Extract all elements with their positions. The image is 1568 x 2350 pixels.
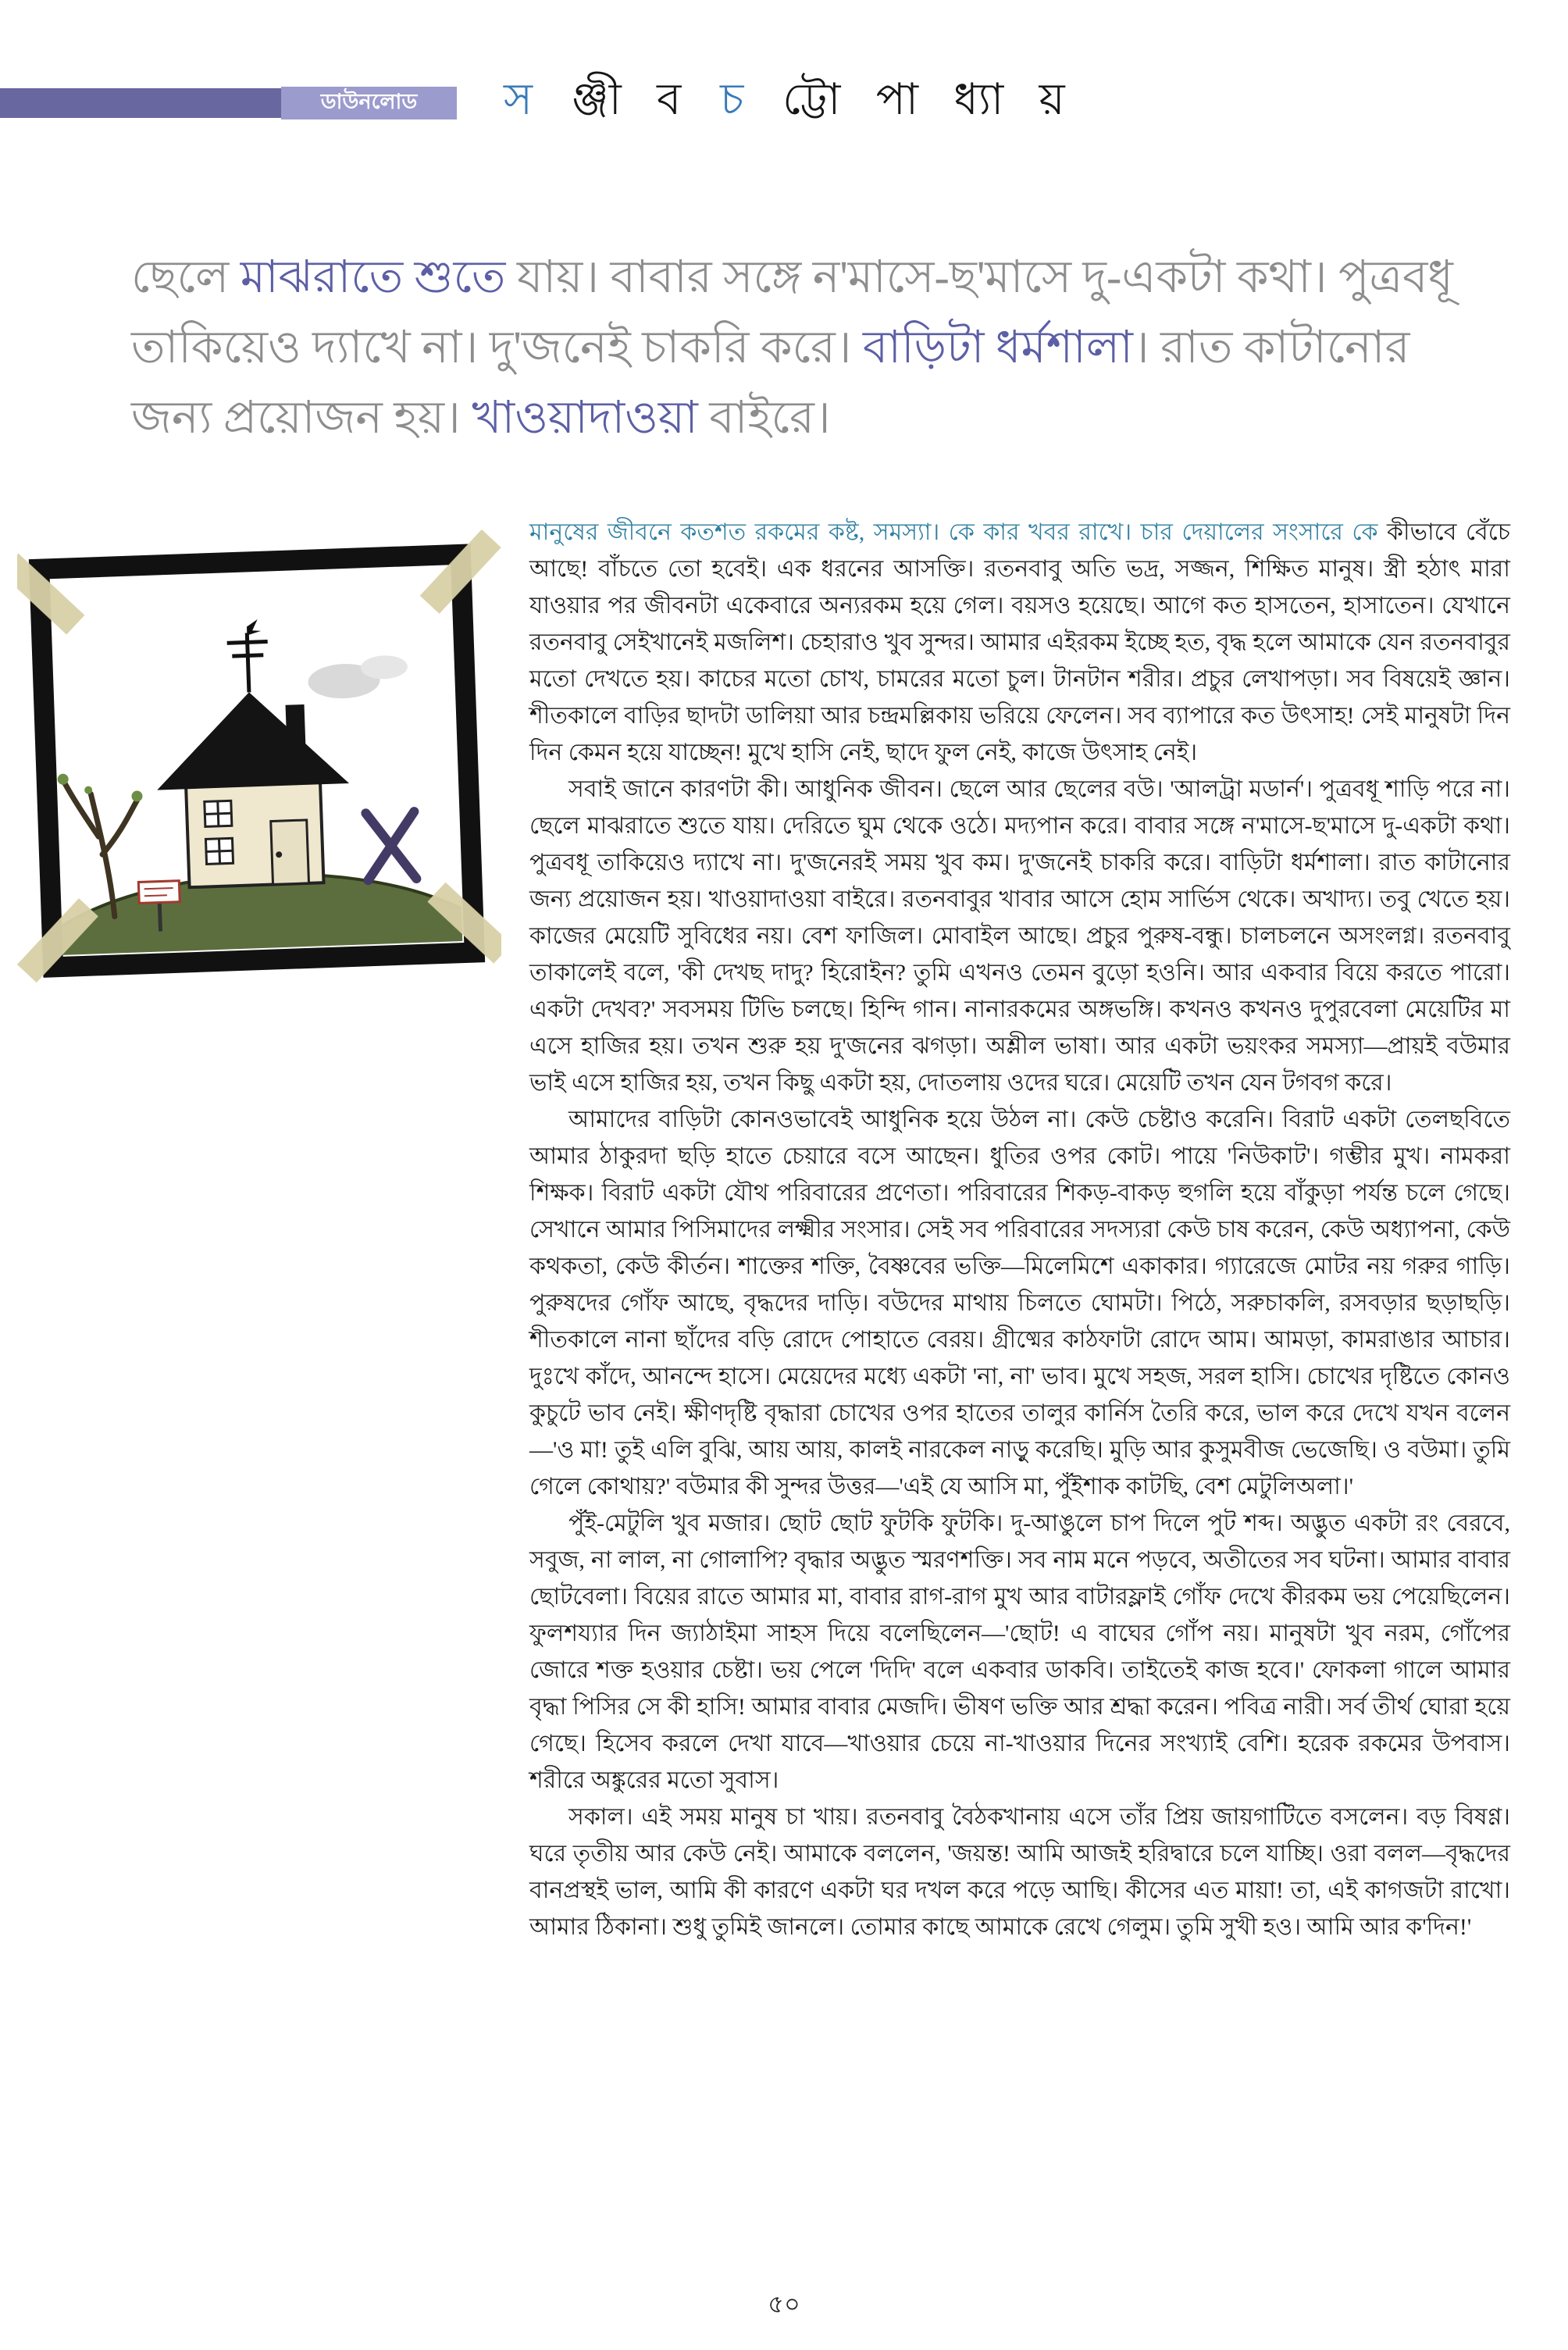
quote-segment-highlight: মাঝরাতে শুতে (240, 251, 506, 302)
author-part: স (504, 76, 545, 124)
author-part: চ (720, 76, 756, 124)
page-number: ৫০ (768, 2290, 800, 2318)
pull-quote (131, 242, 1484, 453)
lead-sentence: মানুষের জীবনে কতশত রকমের কষ্ট, সমস্যা। কে কার খবর রাখে। চার দেয়ালের সংসারে কে (529, 519, 1378, 545)
story-paragraph (529, 514, 1510, 771)
quote-segment-highlight: বাড়িটা ধর্মশালা (862, 321, 1133, 373)
story-paragraph: সবাই জানে কারণটা কী। আধুনিক জীবন। ছেলে আর ছেলের বউ। 'আলট্রা মডার্ন'। পুত্রবধূ শাড়ি পরে না। ছেলে মাঝরাতে শুতে যায়। দেরিতে ঘুম থেকে ওঠে। মদ্যপান করে। বাবার সঙ্গে ন'মাসে-ছ'মাসে দু-একটা কথা। পুত্রবধূ তাকিয়েও দ্যাখে না। দু'জনেরই সময় খুব কম। দু'জনেই চাকরি করে। বাড়িটা ধর্মশালা। রাত কাটানোর জন্য প্রয়োজন হয়। খাওয়াদাওয়া বাইরে। রতনবাবুর খাবার আসে হোম সার্ভিস থেকে। অখাদ্য। তবু খেতে হয়। কাজের মেয়েটি সুবিধের নয়। বেশ ফাজিল। মোবাইল আছে। প্রচুর পুরুষ-বন্ধু। চালচলনে অসংলগ্ন। রতনবাবু তাকালেই বলে, 'কী দেখছ দাদু? হিরোইন? তুমি এখনও তেমন বুড়ো হওনি। আর একবার বিয়ে করতে পারো। একটা দেখব?' সবসময় টিভি চলছে। হিন্দি গান। নানারকমের অঙ্গভঙ্গি। কখনও কখনও দুপুরবেলা মেয়েটির মা এসে হাজির হয়। তখন শুরু হয় দু'জনের ঝগড়া। অশ্লীল ভাষা। আর একটা ভয়ংকর সমস্যা—প্রায়ই বউমার ভাই এসে হাজির হয়, তখন কিছু একটা হয়, দোতলায় ওদের ঘরে। মেয়েটি তখন যেন টগবগ করে। (529, 776, 1510, 1096)
quote-segment: ছেলে (131, 251, 241, 302)
download-tag (281, 87, 457, 119)
author-part: ট্টো পা ধ্যা য় (782, 76, 1078, 124)
story-paragraph: আমাদের বাড়িটা কোনওভাবেই আধুনিক হয়ে উঠল না। কেউ চেষ্টাও করেনি। বিরাট একটা তেলছবিতে আমার ঠাকুরদা ছড়ি হাতে চেয়ারে বসে আছেন। ধুতির ওপর কোট। পায়ে 'নিউকাট'। গম্ভীর মুখ। নামকরা শিক্ষক। বিরাট একটা যৌথ পরিবারের প্রণেতা। পরিবারের শিকড়-বাকড় হুগলি হয়ে বাঁকুড়া পর্যন্ত চলে গেছে। সেখানে আমার পিসিমাদের লক্ষ্মীর সংসার। সেই সব পরিবারের সদস্যরা কেউ চাষ করেন, কেউ অধ্যাপনা, কেউ কথকতা, কেউ কীর্তন। শাক্তের শক্তি, বৈষ্ণবের ভক্তি—মিলেমিশে একাকার। গ্যারেজে মোটর নয় গরুর গাড়ি। পুরুষদের গোঁফ আছে, বৃদ্ধদের দাড়ি। বউদের মাথায় চিলতে ঘোমটা। পিঠে, সরুচাকলি, রসবড়ার ছড়াছড়ি। শীতকালে নানা ছাঁদের বড়ি রোদে পোহাতে বেরয়। গ্রীষ্মের কাঠফাটা রোদে আম। আমড়া, কামরাঙার আচার। দুঃখে কাঁদে, আনন্দে হাসে। মেয়েদের মধ্যে একটা 'না, না' ভাব। মুখে সহজ, সরল হাসি। চোখের দৃষ্টিতে কোনও কুচুটে ভাব নেই। ক্ষীণদৃষ্টি বৃদ্ধারা চোখের ওপর হাতের তালুর কার্নিস তৈরি করে, ভাল করে দেখে যখন বলেন—'ও মা! তুই এলি বুঝি, আয় আয়, কালই নারকেল নাড়ু করেছি। মুড়ি আর কুসুমবীজ ভেজেছি। ও বউমা। তুমি গেলে কোথায়?' বউমার কী সুন্দর উত্তর—'এই যে আসি মা, পুঁইশাক কাটছি, বেশ মেটুলিঅলা।' (529, 1107, 1510, 1500)
author-part: ঞ্জী ব (571, 76, 693, 124)
download-bar (0, 88, 457, 118)
house-drawing-illustration (17, 517, 501, 1009)
author-name (504, 66, 1081, 139)
story-paragraph: পুঁই-মেটুলি খুব মজার। ছোট ছোট ফুটকি ফুটকি। দু-আঙুলে চাপ দিলে পুট শব্দ। অদ্ভুত একটা রং বেরবে, সবুজ, না লাল, না গোলাপি? বৃদ্ধার অদ্ভুত স্মরণশক্তি। সব নাম মনে পড়বে, অতীতের সব ঘটনা। আমার বাবার ছোটবেলা। বিয়ের রাতে আমার মা, বাবার রাগ-রাগ মুখ আর বাটারফ্লাই গোঁফ দেখে কীরকম ভয় পেয়েছিলেন। ফুলশয্যার দিন জ্যাঠাইমা সাহস দিয়ে বলেছিলেন—'ছোট! এ বাঘের গোঁপ নয়। মানুষটা খুব নরম, গোঁপের জোরে শক্ত হওয়ার চেষ্টা। ভয় পেলে 'দিদি' বলে একবার ডাকবি। তাইতেই কাজ হবে।' ফোকলা গালে আমার বৃদ্ধা পিসির সে কী হাসি! আমার বাবার মেজদি। ভীষণ ভক্তি আর শ্রদ্ধা করেন। পবিত্র নারী। সর্ব তীর্থ ঘোরা হয়ে গেছে। হিসেব করলে দেখা যাবে—খাওয়ার চেয়ে না-খাওয়ার দিনের সংখ্যাই বেশি। হরেক রকমের উপবাস। শরীরে অঙ্কুরের মতো সুবাস। (529, 1510, 1510, 1793)
story-text (529, 514, 1510, 1945)
quote-segment: বাইরে। (697, 391, 831, 443)
quote-segment: । রাত কাটানোর জন্য প্রয়োজন হয়। (131, 321, 1410, 443)
quote-segment: যায়। বাবার সঙ্গে ন'মাসে-ছ'মাসে দু-একটা কথা। পুত্রবধূ তাকিয়েও দ্যাখে না। দু'জনেই চাকরি করে। (131, 251, 1453, 373)
chimney (286, 704, 306, 751)
house-door (271, 820, 309, 885)
paragraph-text: কীভাবে বেঁচে আছে! বাঁচতে তো হবেই। এক ধরনের আসক্তি। রতনবাবু অতি ভদ্র, সজ্জন, শিক্ষিত মানুষ। স্ত্রী হঠাৎ মারা যাওয়ার পর জীবনটা একেবারে অন্যরকম হয়ে গেল। বয়সও হয়েছে। আগে কত হাসতেন, হাসাতেন। যেখানে রতনবাবু সেইখানেই মজলিশ। চেহারাও খুব সুন্দর। আমার এইরকম ইচ্ছে হত, বৃদ্ধ হলে আমাকে যেন রতনবাবুর মতো দেখতে হয়। কাচের মতো চোখ, চামরের মতো চুল। টানটান শরীর। প্রচুর লেখাপড়া। সব বিষয়েই জ্ঞান। শীতকালে বাড়ির ছাদটা ডালিয়া আর চন্দ্রমল্লিকায় ভরিয়ে ফেলেন। সব ব্যাপারে কত উৎসাহ! সেই মানুষটা দিন দিন কেমন হয়ে যাচ্ছেন! মুখে হাসি নেই, ছাদে ফুল নেই, কাজে উৎসাহ নেই। (529, 519, 1510, 765)
quote-segment-highlight: খাওয়াদাওয়া (472, 391, 698, 443)
story-paragraph: সকাল। এই সময় মানুষ চা খায়। রতনবাবু বৈঠকখানায় এসে তাঁর প্রিয় জায়গাটিতে বসলেন। বড় বিষণ্ণ। ঘরে তৃতীয় আর কেউ নেই। আমাকে বললেন, 'জয়ন্ত! আমি আজই হরিদ্বারে চলে যাচ্ছি। ওরা বলল—বৃদ্ধদের বানপ্রস্থই ভাল, আমি কী কারণে একটা ঘর দখল করে পড়ে আছি। কীসের এত মায়া! তা, এই কাগজটা রাখো। আমার ঠিকানা। শুধু তুমিই জানলে। তোমার কাছে আমাকে রেখে গেলুম। তুমি সুখী হও। আমি আর ক'দিন!' (529, 1804, 1510, 1940)
download-label: ডাউনলোড (320, 89, 418, 113)
